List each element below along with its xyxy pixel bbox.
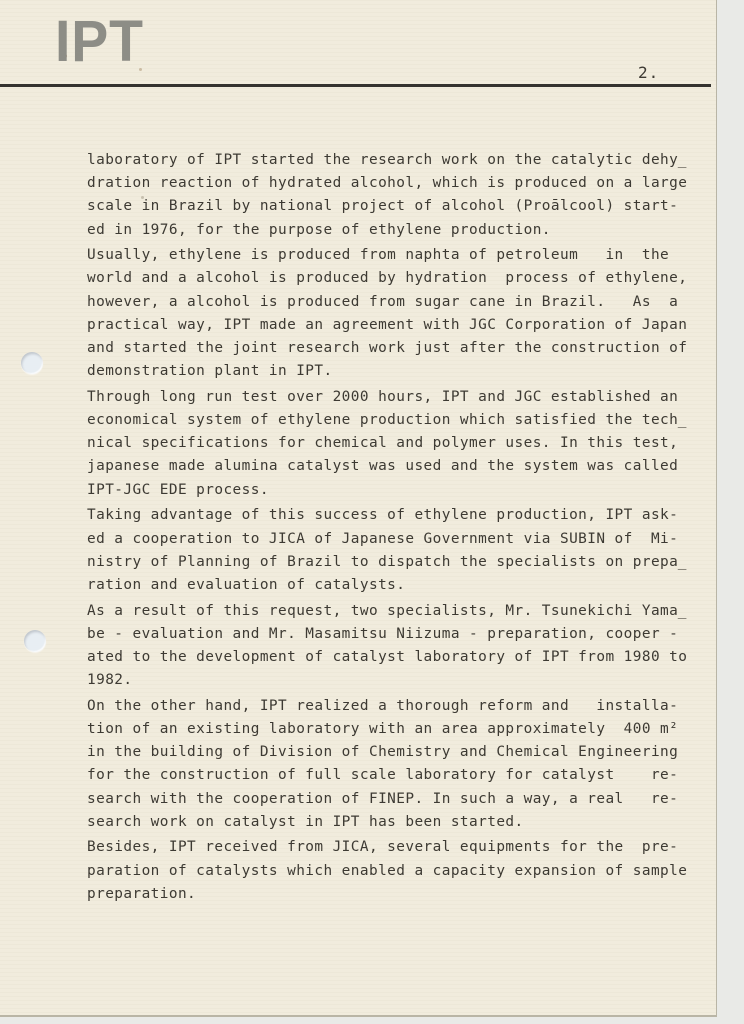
text-line: Through long run test over 2000 hours, IPT and JGC established an — [87, 388, 679, 405]
text-line: IPT-JGC EDE process. — [87, 481, 269, 498]
text-line: 1982. — [87, 672, 133, 689]
text-line: tion of an existing laboratory with an area approximately 400 m² — [87, 721, 679, 737]
paragraph — [87, 836, 688, 906]
text-line: nical specifications for chemical and polymer uses. In this test, — [87, 435, 679, 452]
text-line: As a result of this request, two specialists, Mr. Tsunekichi Yama̲ — [87, 602, 687, 619]
text-line: Usually, ethylene is produced from naphta of petroleum in the — [87, 247, 670, 264]
text-line: ated to the development of catalyst laboratory of IPT from 1980 to — [87, 648, 688, 665]
text-line: economical system of ethylene production which satisfied the tech̲ — [87, 412, 687, 429]
text-line: preparation. — [87, 885, 197, 902]
hole-punch-top — [21, 352, 43, 374]
text-line: practical way, IPT made an agreement with JGC Corporation of Japan — [87, 316, 688, 333]
text-line: world and a alcohol is produced by hydration process of ethylene, — [87, 270, 688, 287]
text-line: nistry of Planning of Brazil to dispatch the specialists on prepa̲ — [87, 553, 687, 570]
text-line: be - evaluation and Mr. Masamitsu Niizuma - preparation, cooper - — [87, 625, 679, 642]
text-line: japanese made alumina catalyst was used and the system was called — [87, 458, 679, 475]
text-line: search with the cooperation of FINEP. In such a way, a real re- — [87, 790, 679, 807]
paragraph — [87, 149, 688, 242]
page-number: 2. — [638, 63, 660, 82]
paragraph — [87, 600, 688, 693]
text-line: however, a alcohol is produced from sugar cane in Brazil. As a — [87, 293, 679, 310]
header-rule — [0, 84, 711, 87]
paragraph — [87, 695, 677, 834]
text-line: Besides, IPT received from JICA, several equipments for the pre- — [87, 839, 679, 856]
text-line: and started the joint research work just after the construction of — [87, 340, 688, 356]
text-line: On the other hand, IPT realized a thorough reform and installa- — [87, 697, 679, 714]
text-line: scale in Brazil by national project of alcohol (Proālcool) start- — [87, 198, 679, 215]
text-line: paration of catalysts which enabled a capacity expansion of sample — [87, 862, 688, 879]
document-body — [87, 149, 688, 909]
text-line: ed in 1976, for the purpose of ethylene production. — [87, 221, 551, 238]
paragraph — [87, 244, 688, 383]
text-line: ration and evaluation of catalysts. — [87, 576, 406, 593]
paragraph — [87, 504, 687, 597]
text-line: ed a cooperation to JICA of Japanese Government via SUBIN of Mi- — [87, 530, 679, 547]
text-line: Taking advantage of this success of ethylene production, IPT ask- — [87, 507, 679, 524]
text-line: demonstration plant in IPT. — [87, 363, 333, 380]
text-line: search work on catalyst in IPT has been started. — [87, 813, 524, 830]
hole-punch-bottom — [24, 630, 46, 652]
text-line: dration reaction of hydrated alcohol, which is produced on a large — [87, 175, 688, 192]
ipt-logo: IPT — [55, 9, 144, 74]
paragraph — [87, 386, 687, 502]
text-line: in the building of Division of Chemistry and Chemical Engineering — [87, 744, 679, 761]
text-line: for the construction of full scale laboratory for catalyst re- — [87, 767, 679, 784]
text-line: laboratory of IPT started the research work on the catalytic dehy̲ — [87, 152, 687, 168]
